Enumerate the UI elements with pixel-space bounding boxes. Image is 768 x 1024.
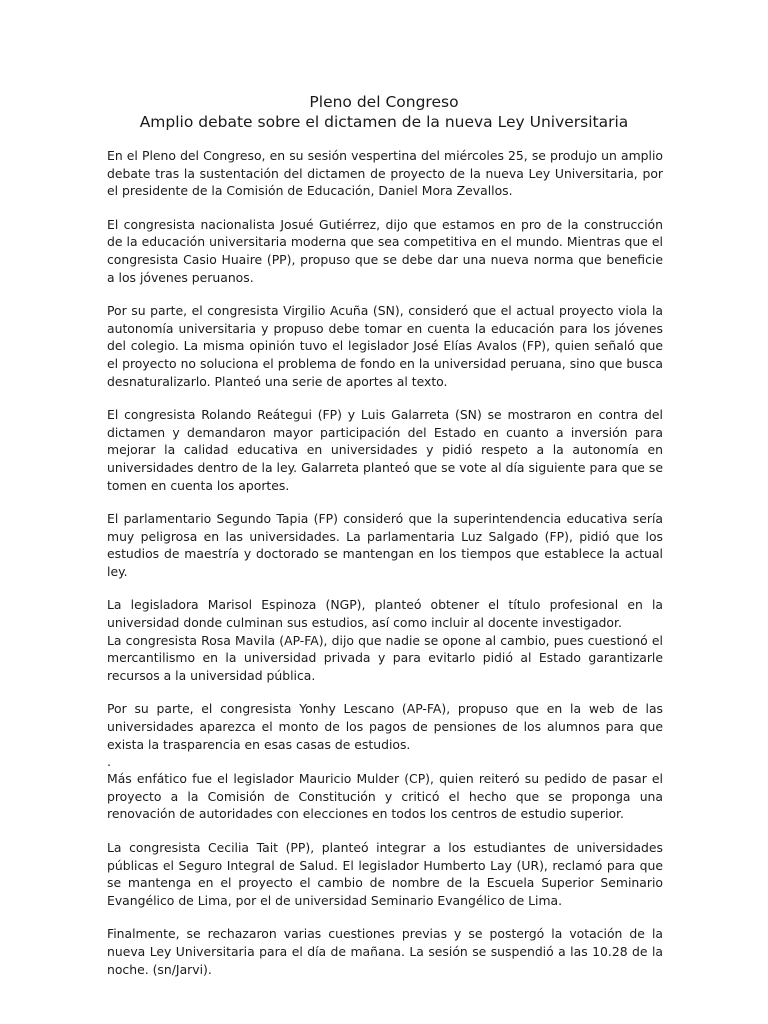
document-subtitle: Amplio debate sobre el dictamen de la nueva Ley Universitaria <box>139 113 629 131</box>
paragraph-reategui: El congresista Rolando Reátegui (FP) y Luis Galarreta (SN) se mostraron en contra del dictamen y demandaron mayor participación del Estado en cuanto a inversión para mejorar la calidad educativa en universidades y pidió respeto a la autonomía en universidades dentro de la ley. Galarreta planteó que se vote al día siguiente para que se tomen en cuenta los aportes. <box>107 407 663 493</box>
paragraph-lescano: Por su parte, el congresista Yonhy Lescano (AP-FA), propuso que en la web de las universidades aparezca el monto de los pagos de pensiones de los alumnos para que exista la trasparencia en esas casas de estudios. <box>107 701 663 752</box>
paragraph-separator: . <box>107 754 111 770</box>
document-title: Pleno del Congreso <box>309 93 459 111</box>
paragraph-closing: Finalmente, se rechazaron varias cuestiones previas y se postergó la votación de la nueva Ley Universitaria para el día de mañana. La sesión se suspendió a las 10.28 de la noche. (sn/Jarvi). <box>107 926 663 977</box>
paragraph-tait: La congresista Cecilia Tait (PP), planteó integrar a los estudiantes de universidades públicas el Seguro Integral de Salud. El legislador Humberto Lay (UR), reclamó para que se mantenga en el proyecto el cambio de nombre de la Escuela Superior Seminario Evangélico de Lima, por el de universidad Seminario Evangélico de Lima. <box>107 840 663 908</box>
paragraph-mavila: La congresista Rosa Mavila (AP-FA), dijo que nadie se opone al cambio, pues cuestionó el mercantilismo en la universidad privada y para evitarlo pidió al Estado garantizarle recursos a la universidad pública. <box>107 632 663 683</box>
paragraph-acuna: Por su parte, el congresista Virgilio Acuña (SN), consideró que el actual proyecto viola la autonomía universitaria y propuso debe tomar en cuenta la educación para los jóvenes del colegio. La misma opinión tuvo el legislador José Elías Avalos (FP), quien señaló que el proyecto no soluciona el problema de fondo en la universidad peruana, sino que busca desnaturalizarlo. Planteó una serie de aportes al texto. <box>107 303 663 389</box>
article-body <box>107 147 663 994</box>
title-block <box>0 92 768 132</box>
paragraph-mulder: Más enfático fue el legislador Mauricio Mulder (CP), quien reiteró su pedido de pasar el proyecto a la Comisión de Constitución y criticó el hecho que se proponga una renovación de autoridades con elecciones en todos los centros de estudio superior. <box>107 771 663 822</box>
paragraph-espinoza: La legisladora Marisol Espinoza (NGP), planteó obtener el título profesional en la universidad donde culminan sus estudios, así como incluir al docente investigador. <box>107 597 663 631</box>
paragraph-intro: En el Pleno del Congreso, en su sesión vespertina del miércoles 25, se produjo un amplio debate tras la sustentación del dictamen de proyecto de la nueva Ley Universitaria, por el presidente de la Comisión de Educación, Daniel Mora Zevallos. <box>107 148 663 199</box>
paragraph-tapia: El parlamentario Segundo Tapia (FP) consideró que la superintendencia educativa sería muy peligrosa en las universidades. La parlamentaria Luz Salgado (FP), pidió que los estudios de maestría y doctorado se mantengan en los tiempos que establece la actual ley. <box>107 511 663 579</box>
paragraph-gutierrez: El congresista nacionalista Josué Gutiérrez, dijo que estamos en pro de la construcción de la educación universitaria moderna que sea competitiva en el mundo. Mientras que el congresista Casio Huaire (PP), propuso que se debe dar una nueva norma que beneficie a los jóvenes peruanos. <box>107 216 663 285</box>
